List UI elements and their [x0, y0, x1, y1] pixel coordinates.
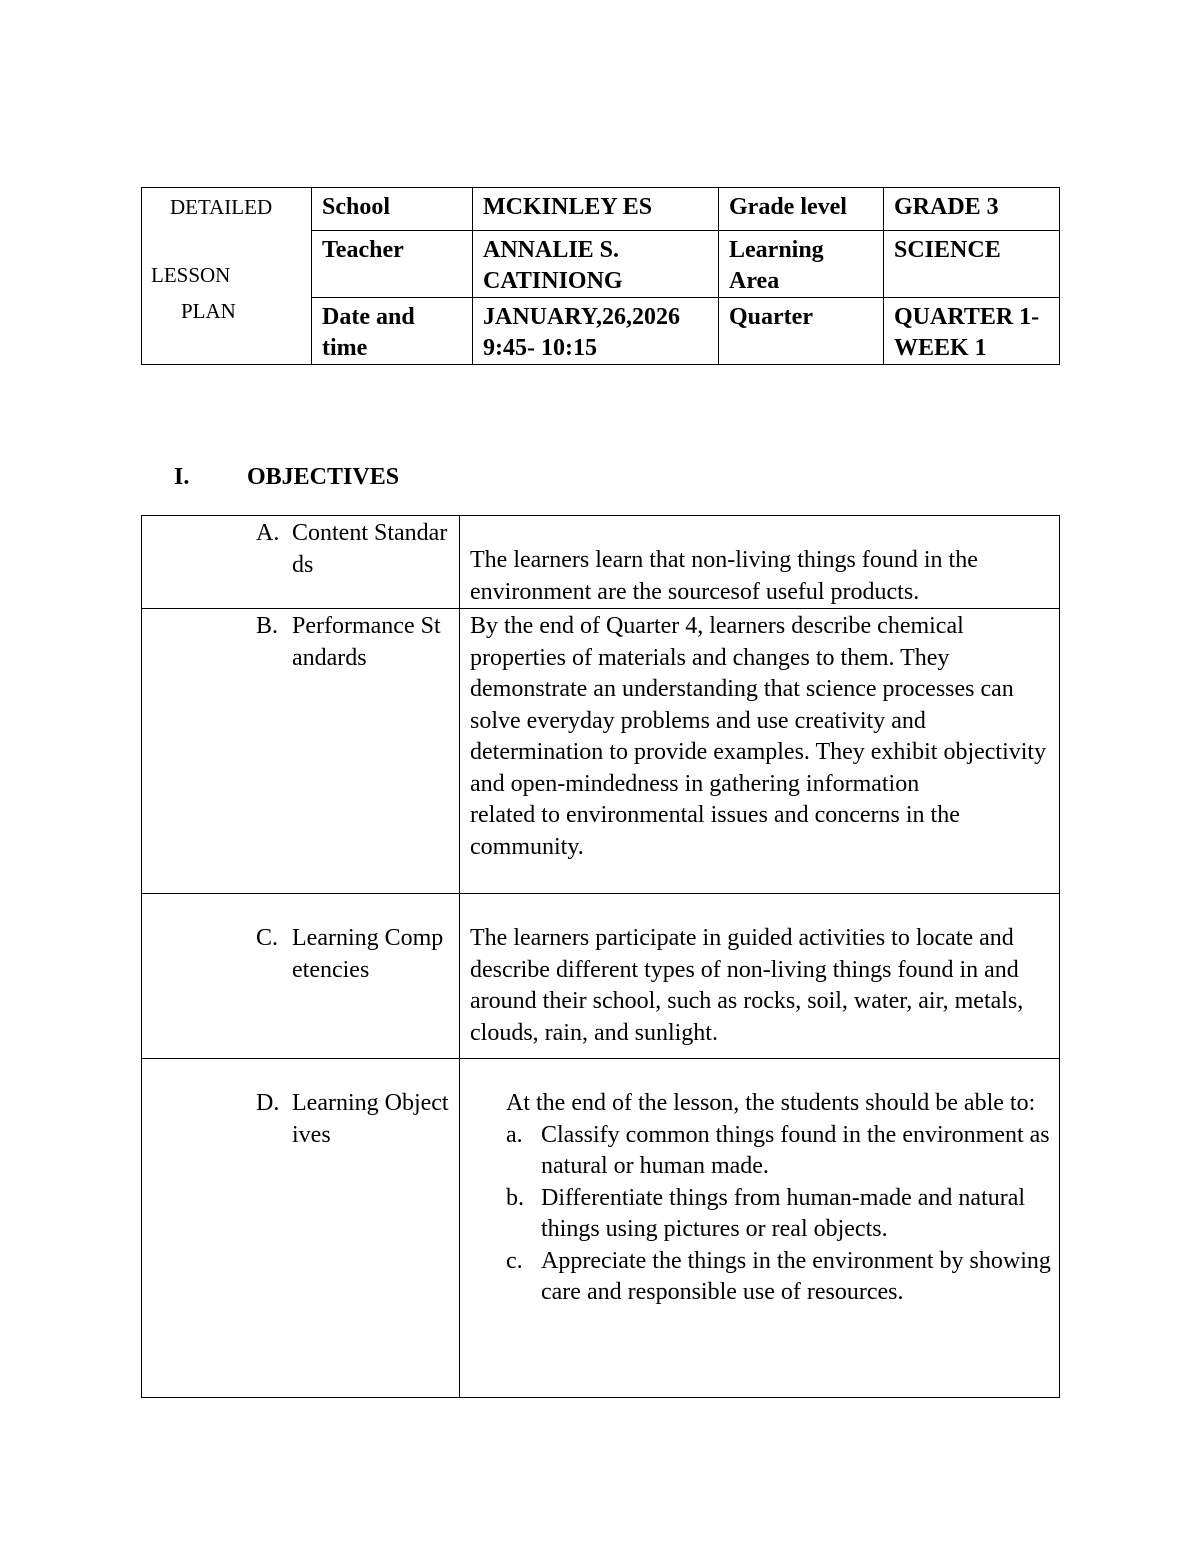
learning-objectives-letter: D.: [256, 1090, 280, 1116]
school-label: School: [312, 188, 473, 231]
learning-objectives-intro: At the end of the lesson, the students should be able to:: [506, 1090, 1036, 1116]
learning-area-value: SCIENCE: [884, 231, 1060, 298]
quarter-value: QUARTER 1- WEEK 1: [884, 298, 1060, 365]
section-number: I.: [174, 464, 190, 490]
list-marker: a.: [506, 1121, 523, 1148]
performance-standards-letter: B.: [256, 613, 279, 639]
content-standards-label-cell: [142, 516, 460, 609]
doc-title-cell: [142, 188, 312, 365]
learning-competencies-label-cell: [142, 894, 460, 1059]
learning-objectives-list: [470, 1120, 1051, 1309]
learning-objectives-cell: [460, 1059, 1060, 1398]
learning-area-label: Learning Area: [719, 231, 884, 298]
content-standards-label: Content Standards: [292, 520, 448, 578]
quarter-label: Quarter: [719, 298, 884, 365]
learning-competencies-label: Learning Competencies: [292, 925, 444, 983]
header-row-school: [142, 188, 1060, 231]
row-performance-standards: [142, 609, 1060, 894]
content-standards-letter: A.: [256, 520, 280, 546]
performance-standards-text: By the end of Quarter 4, learners describe chemical properties of materials and changes to them. They demonstrate an understanding that science processes can solve everyday problems and use creativity and determination to provide examples. They exhibit objectivity and open-mindedness in gathering information: [470, 613, 1047, 797]
date-time-value: JANUARY,26,2026 9:45- 10:15: [473, 298, 719, 365]
doc-title-plan: PLAN: [181, 299, 236, 323]
section-title: OBJECTIVES: [247, 464, 400, 490]
lesson-plan-header-table: [141, 187, 1060, 365]
date-time-label: Date and time: [312, 298, 473, 365]
learning-objectives-label-cell: [142, 1059, 460, 1398]
performance-standards-cell: [460, 609, 1060, 894]
performance-standards-label-cell: [142, 609, 460, 894]
learning-competencies-letter: C.: [256, 925, 279, 951]
list-marker: b.: [506, 1184, 524, 1211]
list-item: [506, 1246, 1051, 1309]
learning-competencies-cell: [460, 894, 1060, 1059]
grade-level-label: Grade level: [719, 188, 884, 231]
content-standards-text: The learners learn that non-living things found in the environment are the sourcesof useful products.: [470, 547, 978, 605]
list-item-text: Differentiate things from human-made and natural things using pictures or real objects.: [541, 1184, 1026, 1242]
doc-title-detailed: DETAILED: [170, 195, 273, 219]
learning-objectives-label: Learning Objectives: [292, 1090, 449, 1148]
objectives-table: [141, 515, 1060, 1398]
content-standards-cell: [460, 516, 1060, 609]
learning-competencies-text: The learners participate in guided activities to locate and describe different types of non-living things found in and around their school, such as rocks, soil, water, air, metals, clouds, rain, and sunlight.: [470, 925, 1024, 1046]
teacher-label: Teacher: [312, 231, 473, 298]
list-item: [506, 1183, 1051, 1246]
list-marker: c.: [506, 1247, 523, 1274]
list-item-text: Appreciate the things in the environment by showing care and responsible use of resources.: [541, 1247, 1051, 1305]
list-item-text: Classify common things found in the environment as natural or human made.: [541, 1121, 1050, 1179]
teacher-value: ANNALIE S. CATINIONG: [473, 231, 719, 298]
doc-title-lesson: LESSON: [151, 263, 231, 287]
performance-standards-text-cont: related to environmental issues and concerns in the community.: [470, 802, 960, 860]
row-content-standards: [142, 516, 1060, 609]
row-learning-competencies: [142, 894, 1060, 1059]
performance-standards-label: Performance Standards: [292, 613, 441, 671]
row-learning-objectives: [142, 1059, 1060, 1398]
list-item: [506, 1120, 1051, 1183]
school-value: MCKINLEY ES: [473, 188, 719, 231]
section-heading-objectives: [174, 464, 399, 491]
grade-level-value: GRADE 3: [884, 188, 1060, 231]
